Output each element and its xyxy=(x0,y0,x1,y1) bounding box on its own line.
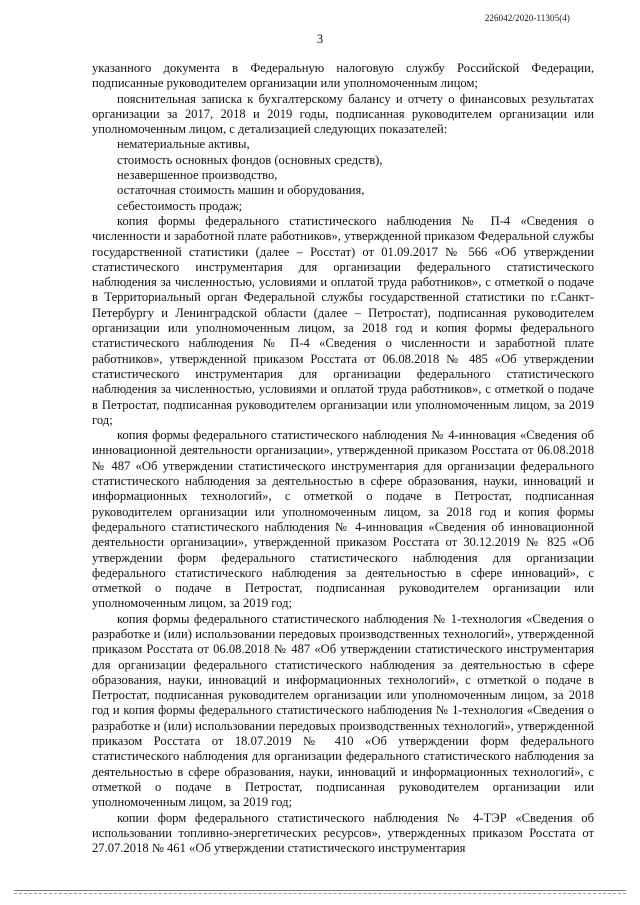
paragraph-1: указанного документа в Федеральную налоговую службу Российской Федерации, подписанные руководителем организации или уполномоченным лицом; xyxy=(92,61,594,91)
paragraph-form-p4: копия формы федерального статистического наблюдения № П-4 «Сведения о численности и заработной плате работников», утвержденной приказом Федеральной службы государственной статистики (далее – Росстат) от 01.09.2017 № 566 «Об утверждении статистического инструментария для организации федерального статистического наблюдения за численностью, условиями и оплатой труда работников», с отметкой о подаче в Территориальный орган Федеральной службы государственной статистики по г.Санкт-Петербургу и Ленинградской области (далее – Петростат), подписанная руководителем организации или уполномоченным лицом, за 2018 год и копия формы федерального статистического наблюдения № П-4 «Сведения о численности и заработной плате работников», утвержденной приказом Росстата от 06.08.2018 № 485 «Об утверждении статистического инструментария для организации федерального статистического наблюдения за численностью, условиями и оплатой труда работников», с отметкой о подаче в Петростат, подписанная руководителем организации или уполномоченным лицом, за 2019 год; xyxy=(92,213,594,427)
footer-rule xyxy=(14,890,626,891)
footer-rule-dashed xyxy=(14,893,626,894)
document-body xyxy=(92,61,594,856)
page-number: 3 xyxy=(316,32,324,46)
document-registration-number: 226042/2020-11305(4) xyxy=(484,13,570,23)
paragraph-form-4-ter: копии форм федерального статистического наблюдения № 4-ТЭР «Сведения об использовании топливно-энергетических ресурсов», утвержденных приказом Росстата от 27.07.2018 № 461 «Об утверждении статистического инструментария xyxy=(92,810,594,856)
list-item-work-in-progress: незавершенное производство, xyxy=(117,168,278,183)
list-item-residual-value: остаточная стоимость машин и оборудования, xyxy=(117,183,365,198)
list-item-intangible-assets: нематериальные активы, xyxy=(117,137,250,152)
list-item-cost-of-sales: себестоимость продаж; xyxy=(117,198,243,213)
paragraph-form-1-technology: копия формы федерального статистического наблюдения № 1-технология «Сведения о разработке и (или) использовании передовых производственных технологий», утвержденной приказом Росстата от 06.08.2018 № 487 «Об утверждении статистического инструментария для организации федерального статистического наблюдения за деятельностью в сфере образования, науки, инноваций и информационных технологий», с отметкой о подаче в Петростат, подписанная руководителем организации или уполномоченным лицом, за 2018 год и копия формы федерального статистического наблюдения № 1-технология «Сведения о разработке и (или) использовании передовых производственных технологий», утвержденной приказом Росстата от 18.07.2019 № 410 «Об утверждении форм федерального статистического наблюдения для организации федерального статистического наблюдения за деятельностью в сфере образования, науки, инноваций и информационных технологий», с отметкой о подаче в Петростат, подписанная руководителем организации или уполномоченным лицом, за 2019 год; xyxy=(92,611,594,810)
list-item-fixed-assets: стоимость основных фондов (основных средств), xyxy=(117,152,383,167)
paragraph-form-4-innovation: копия формы федерального статистического наблюдения № 4-инновация «Сведения об инновационной деятельности организации», утвержденной приказом Росстата от 06.08.2018 № 487 «Об утверждении статистического инструментария для организации федерального статистического наблюдения за деятельностью в сфере образования, науки, инноваций и информационных технологий», с отметкой о подаче в Петростат, подписанная руководителем организации или уполномоченным лицом, за 2018 год и копия формы федерального статистического наблюдения № 4-инновация «Сведения об инновационной деятельности организации», утвержденной приказом Росстата от 30.12.2019 № 825 «Об утверждении форм федерального статистического наблюдения для организации федерального статистического наблюдения за деятельностью в сфере инноваций», с отметкой о подаче в Петростат, подписанная руководителем организации или уполномоченным лицом, за 2019 год; xyxy=(92,428,594,611)
paragraph-2: пояснительная записка к бухгалтерскому балансу и отчету о финансовых результатах организации за 2017, 2018 и 2019 годы, подписанная руководителем организации или уполномоченным лицом, с детализацией следующих показателей: xyxy=(92,91,594,137)
